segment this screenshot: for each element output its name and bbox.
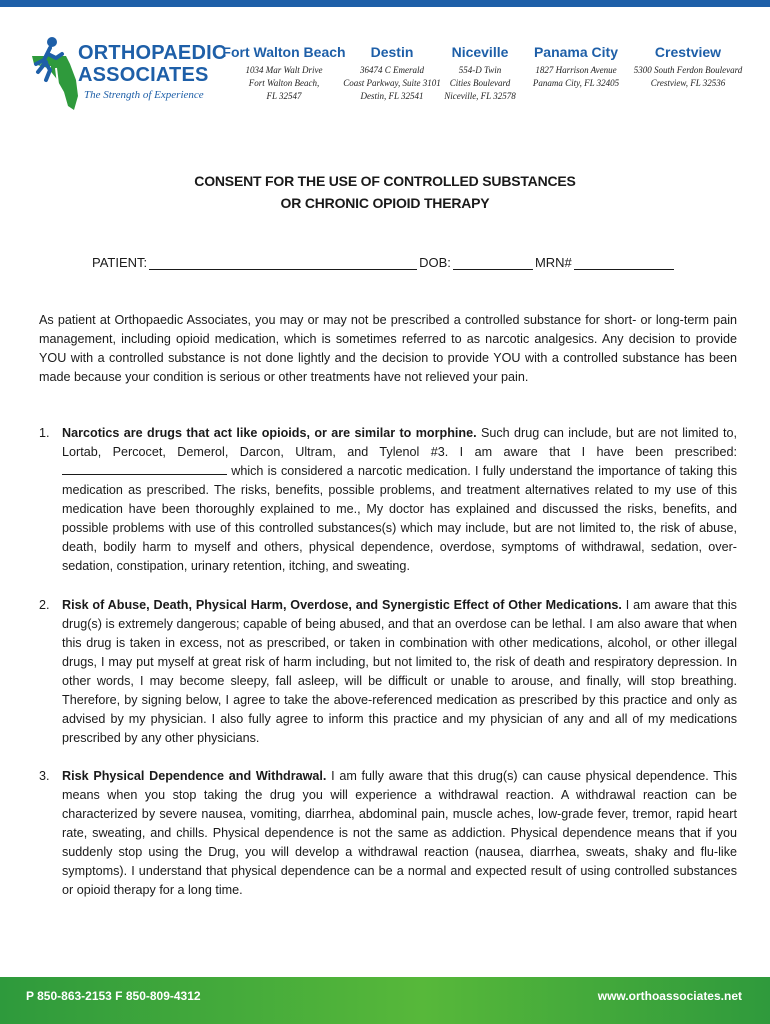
mrn-label: MRN# (534, 255, 572, 270)
office-address-line: FL 32547 (266, 91, 302, 101)
office-address (340, 64, 444, 103)
intro-paragraph: As patient at Orthopaedic Associates, you may or may not be prescribed a controlled substance for short- or long-term pain management, including opioid medication, which is sometimes referred to as narcotic analgesics. Any decision to provide YOU with a controlled substance is not done lightly and the decision to provide YOU with a controlled substance has been made because your condition is serious or other treatments have not relieved your pain. (39, 313, 737, 384)
florida-runner-logo-icon (26, 34, 82, 114)
top-accent-bar (0, 0, 770, 7)
office-address (526, 64, 626, 90)
office-address-line: Cities Boulevard (449, 78, 511, 88)
office-crestview (632, 44, 744, 90)
office-address-line: 554-D Twin (458, 65, 502, 75)
office-address-line: 36474 C Emerald (360, 65, 424, 75)
mrn-field[interactable] (574, 256, 674, 270)
prescribed-drug-field[interactable] (62, 462, 227, 475)
office-address (440, 64, 520, 103)
office-address-line: Crestview, FL 32536 (650, 78, 726, 88)
office-niceville (440, 44, 520, 103)
office-address-line: 1034 Mar Walt Drive (245, 65, 323, 75)
office-address-line: Coast Parkway, Suite 3101 (343, 78, 441, 88)
footer-bar (0, 977, 770, 1024)
list-number: 1. (39, 426, 50, 440)
logo-tagline: The Strength of Experience (84, 89, 204, 101)
footer-phone-fax: P 850-863-2153 F 850-809-4312 (26, 989, 201, 1003)
patient-label: PATIENT: (92, 255, 148, 270)
office-address-line: Fort Walton Beach, (248, 78, 320, 88)
office-address-line: Destin, FL 32541 (360, 91, 424, 101)
document-title (0, 170, 770, 214)
list-body: I am aware that this drug(s) is extremely dangerous; capable of being abused, and that an overdose can be lethal. I am also aware that when this drug is taken in excess, not as prescribed, or taken in combination with other medications, alcohol, or other illegal drugs, I may put myself at great risk of harm including, but not limited to, the risk of death and respiratory depression. In other words, I may become sleepy, fall asleep, will be difficult or unable to arouse, and finally, will stop breathing. Therefore, by signing below, I agree to take the above-referenced medication as prescribed by this practice and only as advised by my physician. I also fully agree to inform this practice and my physician of any and all of my medications prescribed by any other physicians. (62, 598, 737, 745)
patient-name-field[interactable] (149, 256, 417, 270)
office-name: Niceville (451, 44, 509, 60)
logo-text-orthopaedic: ORTHOPAEDIC (78, 42, 227, 64)
office-address-line: 1827 Harrison Avenue (535, 65, 617, 75)
dob-field[interactable] (453, 256, 533, 270)
list-number: 3. (39, 769, 50, 783)
office-address-line: Panama City, FL 32405 (532, 78, 620, 88)
list-item (39, 767, 737, 900)
title-line-2: OR CHRONIC OPIOID THERAPY (280, 195, 490, 211)
office-address (632, 64, 744, 90)
office-address (220, 64, 348, 103)
list-heading: Narcotics are drugs that act like opioids, or are similar to morphine. (62, 426, 477, 440)
office-name: Fort Walton Beach (222, 44, 346, 60)
office-name: Panama City (533, 44, 619, 60)
patient-info-row (92, 255, 676, 270)
list-body: I am fully aware that this drug(s) can cause physical dependence. This means when you stop taking the drug you will experience a withdrawal reaction. A withdrawal reaction can be characterized by severe nausea, vomiting, diarrhea, abdominal pain, muscle aches, low-grade fever, tremor, rapid heart rate, sweating, and chills. Physical dependence is not the same as addiction. Physical dependence means that if you suddenly stop using the Drug, you will develop a withdrawal reaction (nausea, diarrhea, sweats, shaky and flu-like symptoms). I understand that physical dependence can be a normal and expected result of using controlled substances or opioid therapy for a long time. (62, 769, 737, 897)
list-heading: Risk Physical Dependence and Withdrawal. (62, 769, 327, 783)
company-logo (26, 34, 227, 114)
office-name: Destin (370, 44, 414, 60)
list-item-text (62, 767, 737, 900)
office-destin (340, 44, 444, 103)
office-address-line: Niceville, FL 32578 (444, 91, 516, 101)
office-fort-walton-beach (220, 44, 348, 103)
list-item (39, 596, 737, 748)
list-item-text (62, 424, 737, 576)
list-number: 2. (39, 598, 50, 612)
office-panama-city (526, 44, 626, 90)
list-item (39, 424, 737, 576)
logo-text-associates: ASSOCIATES (78, 64, 209, 86)
list-body-a: Such drug can include, but are not limited to, Lortab, Percocet, Demerol, Darcon, Ultram, and Tylenol #3. I am aware that I have been prescribed: (62, 426, 737, 459)
list-heading: Risk of Abuse, Death, Physical Harm, Overdose, and Synergistic Effect of Other Medications. (62, 598, 622, 612)
list-body-b: which is considered a narcotic medication. I fully understand the importance of taking this medication as prescribed. The risks, benefits, possible problems, and treatment alternatives related to my use of this medication have been thoroughly explained to me., My doctor has explained and discussed the risks, benefits, and possible problems with use of this controlled substances(s) which may include, but are not limited to, the risk of abuse, death, bodily harm to myself and others, physical dependence, overdose, symptoms of withdrawal, sedation, over-sedation, constipation, urinary retention, itching, and sweating. (62, 464, 737, 573)
office-name: Crestview (654, 44, 722, 60)
footer-website-link[interactable]: www.orthoassociates.net (597, 989, 742, 1003)
list-item-text (62, 596, 737, 748)
dob-label: DOB: (419, 255, 451, 270)
title-line-1: CONSENT FOR THE USE OF CONTROLLED SUBSTANCES (194, 173, 576, 189)
office-address-line: 5300 South Ferdon Boulevard (633, 65, 743, 75)
